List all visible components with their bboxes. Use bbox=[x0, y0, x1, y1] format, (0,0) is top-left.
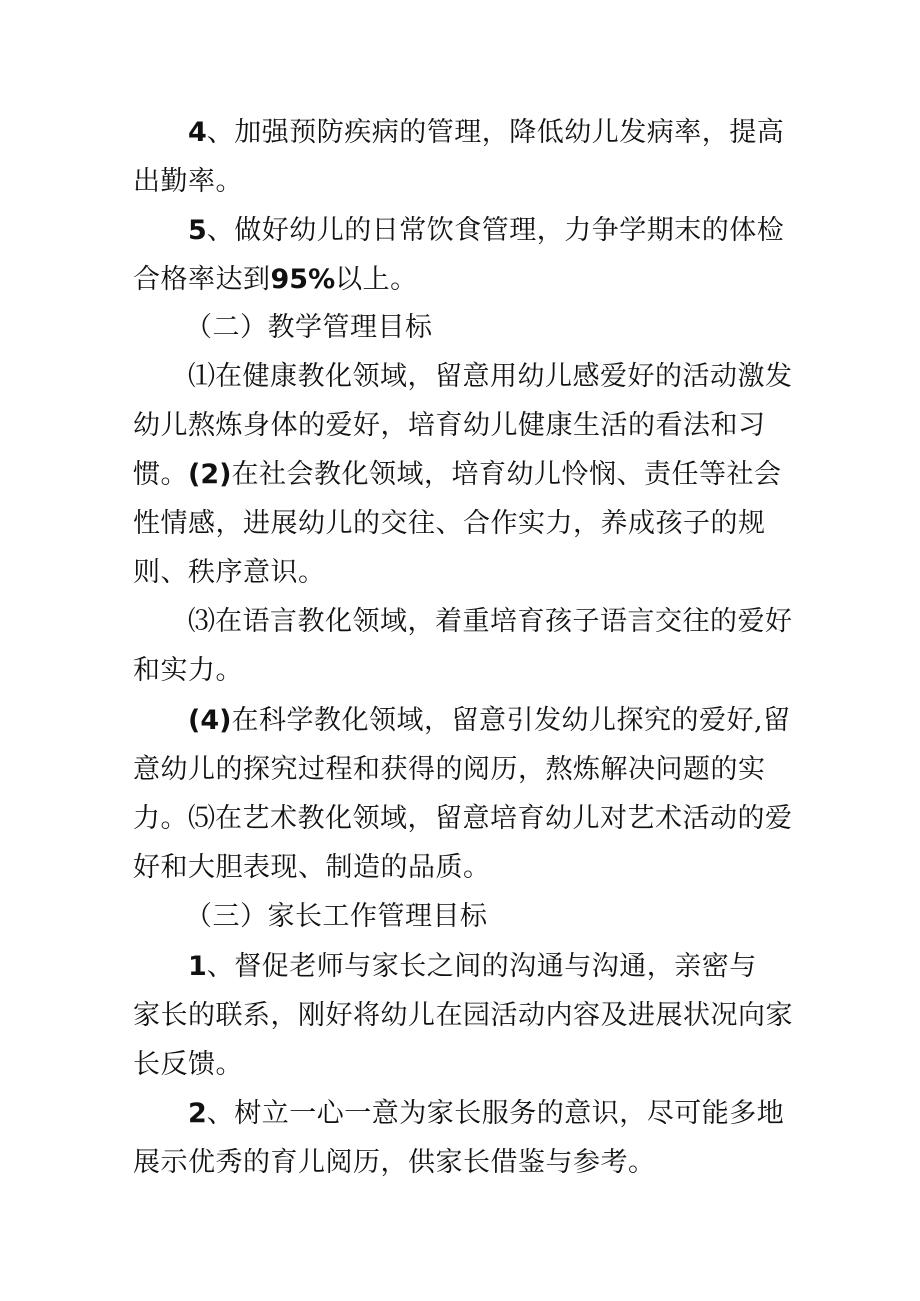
item-number: 4 bbox=[188, 117, 207, 148]
paragraph-item-4 bbox=[133, 108, 793, 206]
section-heading-teaching: （二）教学管理目标 bbox=[185, 312, 433, 343]
item-number: 2 bbox=[188, 1098, 207, 1129]
paragraph-parents-1 bbox=[133, 942, 793, 1089]
paragraph-continuation: 家长的联系，刚好将幼儿在园活动内容及进展状况向家长反馈。 bbox=[133, 1000, 793, 1080]
item-number: ⑶ bbox=[188, 606, 215, 637]
paragraph-text: 、树立一心一意为家长服务的意识，尽可能多地展示优秀的育儿阅历，供家长借鉴与参考。 bbox=[133, 1098, 785, 1178]
item-number: (2) bbox=[188, 459, 232, 490]
paragraph-text: 在科学教化领域，留意引发幼儿探究的爱好,留意幼儿的探究过程和获得的阅历，熬炼解决问题的实力。 bbox=[133, 705, 791, 834]
paragraph-art bbox=[133, 794, 793, 892]
section-heading-parents: （三）家长工作管理目标 bbox=[185, 901, 488, 932]
paragraph-parents-2 bbox=[133, 1089, 793, 1187]
paragraph-text: 、加强预防疾病的管理，降低幼儿发病率，提高出勤率。 bbox=[133, 117, 785, 197]
paragraph-text: 在社会教化领域，培育幼儿怜悯、责任等社会性情感，进展幼儿的交往、合作实力，养成孩子的规则、秩序意识。 bbox=[133, 459, 782, 588]
item-number: (4) bbox=[188, 705, 232, 736]
paragraph-text: 在健康教化领域，留意用幼儿感爱好的活动激发幼儿熬炼身体的爱好，培育幼儿健康生活的看法和习惯。 bbox=[133, 361, 793, 490]
item-number: 5 bbox=[188, 215, 207, 246]
paragraph-language bbox=[133, 597, 793, 695]
paragraph-text: 、督促老师与家长之间的沟通与沟通，亲密与 bbox=[206, 951, 757, 982]
item-number: ⑴ bbox=[188, 361, 215, 392]
paragraph-social bbox=[133, 450, 793, 597]
percentage-value: 95% bbox=[270, 264, 336, 295]
paragraph-text: 在艺术教化领域，留意培育幼儿对艺术活动的爱好和大胆表现、制造的品质。 bbox=[133, 803, 793, 883]
paragraph-first-line bbox=[133, 942, 793, 991]
item-number: 1 bbox=[188, 951, 207, 982]
paragraph-text: 在语言教化领域，着重培育孩子语言交往的爱好和实力。 bbox=[133, 606, 793, 686]
item-number: ⑸ bbox=[188, 803, 215, 834]
paragraph-item-5 bbox=[133, 206, 793, 304]
paragraph-text-end: 以上。 bbox=[335, 264, 418, 295]
paragraph-text: 、做好幼儿的日常饮食管理，力争学期末的体检合格率达到 bbox=[133, 215, 785, 295]
